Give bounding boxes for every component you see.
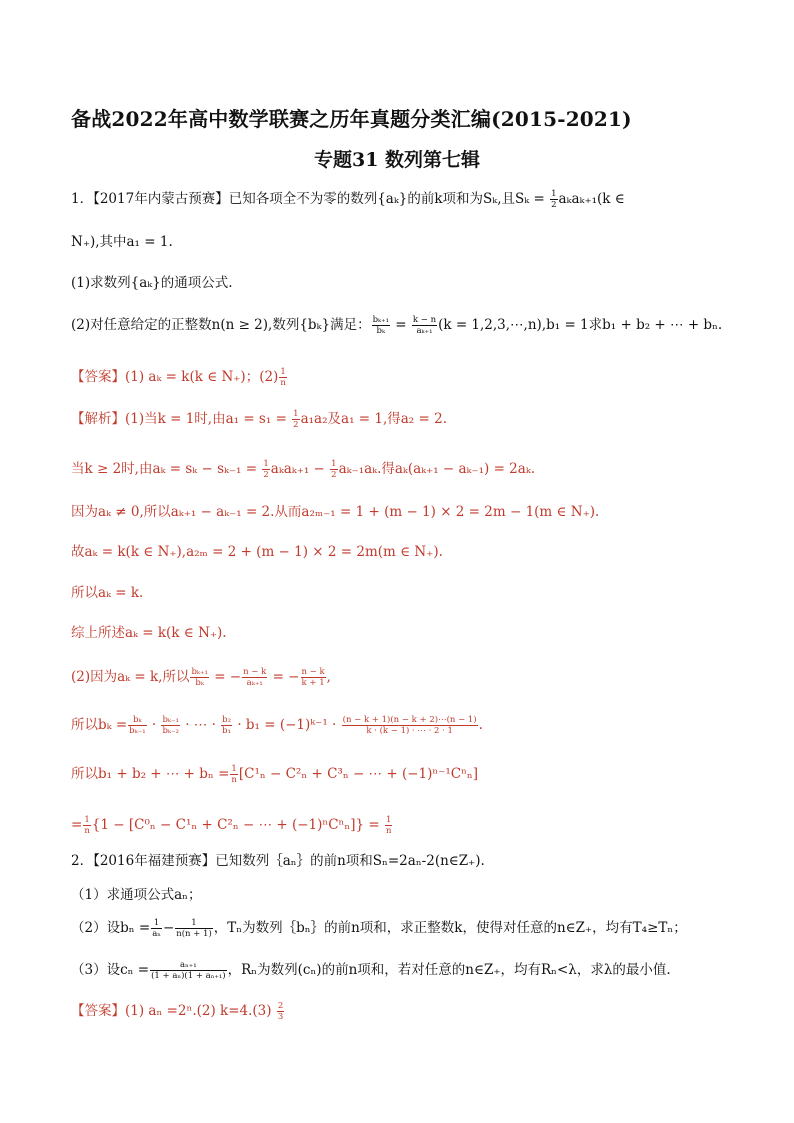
p1-stem-line1 [71,189,625,210]
fraction-b-ratio-3: $\frac{\text{b₂}}{\text{b₁}}$ [222,715,232,736]
p1-answer-tag: 【答案】 [71,369,125,385]
p2-q3-text: （3）设cₙ = [71,962,150,978]
p2-answer-tag: 【答案】 [71,1003,125,1019]
fraction-1-over-n: $\frac{1}{n}$ [84,815,90,836]
p1-analysis-10 [71,815,393,836]
p2-stem-text: 已知数列｛aₙ｝的前n项和Sₙ=2aₙ-2(n∈Z₊). [215,853,485,869]
fraction-one-half: $\frac{1}{2}$ [551,189,557,210]
p2-answer-text: (1) aₙ =2ⁿ.(2) k=4.(3) [125,1003,272,1019]
p1-analysis-text: (1)当k = 1时,由a₁ = s₁ = [125,411,287,427]
fraction-1-over-an: $\frac{1}{\text{aₙ}}$ [152,918,161,939]
document-subtitle: 专题31 数列第七辑 [313,149,481,171]
p1-a9-text: 所以b₁ + b₂ + ⋯ + bₙ = [71,766,230,782]
fraction-1-over-n: $\frac{1}{n}$ [280,367,286,388]
p1-a9-text-b: [C¹ₙ − C²ₙ + C³ₙ − ⋯ + (−1)ⁿ⁻¹Cⁿₙ] [238,766,479,782]
p1-analysis-2 [71,459,535,480]
fraction-b-ratio-1: $\frac{\text{bₖ}}{\text{bₖ₋₁}}$ [129,715,146,736]
p1-a2-text-b: aₖaₖ₊₁ − [270,461,325,477]
p1-a2-text: 当k ≥ 2时,由aₖ = sₖ − sₖ₋₁ = [71,461,258,477]
p2-q2-text: （2）设bₙ = [71,920,151,936]
fraction-bk: $\frac{\text{bₖ₊₁}}{\text{bₖ}}$ [191,667,208,688]
fraction-cn: $\frac{\text{aₙ₊₁}}{\text{(1 + aₙ)(1 + aₙ₊₁)}}$ [151,960,226,981]
p1-answer-text: (1) aₖ = k(k ∈ N₊)；(2) [125,369,279,385]
fraction-one-half: $\frac{1}{2}$ [293,409,299,430]
fraction-two-thirds: $\frac{2}{3}$ [277,1001,284,1022]
p1-analysis-5: 所以aₖ = k. [71,585,144,601]
p2-q2-text-c: ，Tₙ为数列｛bₙ｝的前n项和，求正整数k，使得对任意的n∈Z₊，均有T₄≥Tₙ； [213,920,687,936]
p1-analysis-text-b: a₁a₂及a₁ = 1,得a₂ = 2. [300,411,447,427]
fraction-b-ratio-2: $\frac{\text{bₖ₋₁}}{\text{bₖ₋₂}}$ [162,715,179,736]
p1-analysis-9 [71,764,478,785]
p1-q2-text: (2)对任意给定的正整数n(n ≥ 2),数列{bₖ}满足： [71,317,371,333]
fraction-one-half: $\frac{1}{2}$ [331,459,337,480]
p1-a10-eq: = [71,817,83,833]
p1-q2-text-b: (k = 1,2,3,⋯,n),b₁ = 1求b₁ + b₂ + ⋯ + bₙ. [438,317,723,333]
fraction-product: $\frac{(n - k + 1)(n - k + 2)\cdots(n - 1)}{k \cdot (k - 1) \cdot \cdots \cdot 2 \cdot 1}$ [342,715,477,736]
fraction-one-half: $\frac{1}{2}$ [263,459,269,480]
p1-a8-text-b: = (−1)ᵏ⁻¹ · [264,717,337,733]
p1-a8-text: 所以bₖ = [71,717,128,733]
fraction-1-over-nn1: $\frac{1}{n(n + 1)}$ [176,918,212,939]
fraction-n-minus-k-k: $\frac{n - k}{k + 1}$ [301,667,325,688]
p2-stem [71,851,485,871]
p2-q3-text-b: ，Rₙ为数列(cₙ)的前n项和，若对任意的n∈Z₊，均有Rₙ<λ，求λ的最小值. [227,962,671,978]
fraction-k-minus-n: $\frac{k - n}{\text{aₖ₊₁}}$ [412,315,437,336]
fraction-1-over-n: $\frac{1}{n}$ [386,815,392,836]
p1-a7-text: (2)因为aₖ = k,所以 [71,669,190,685]
p2-number: 2． [71,853,94,869]
p2-question-3 [71,960,671,981]
p1-analysis-8: 所以bₖ = $\frac{\text{bₖ}}{\text{bₖ₋₁}}$ · $\frac{\text{bₖ₋₁}}{\text{bₖ₋₂}}$ · ⋯ · $\frac{\text{b₂}}{\text{b₁}}$ · b₁ = (−1)ᵏ⁻¹ · $\frac{(n - k + 1)(n - k + 2)\cdots(n - 1)}{k \cdot (k - 1) \cdot \cdots \cdot 2 \cdot 1}$ . [71,715,483,736]
p2-q2-minus: − [162,920,175,936]
p1-question-2: (2)对任意给定的正整数n(n ≥ 2),数列{bₖ}满足： $\frac{\text{bₖ₊₁}}{\text{bₖ}}$ = $\frac{k - n}{\text{aₖ₊₁}}$ (k = 1,2,3,⋯,n),b₁ = 1求b₁ + b₂ + ⋯ + bₙ. [71,315,723,336]
p1-a10-text: {1 − [C⁰ₙ − C¹ₙ + C²ₙ − ⋯ + (−1)ⁿCⁿₙ]} = [91,817,380,833]
p2-source-tag: 【2016年福建预赛】 [93,853,216,869]
p1-source-tag: 【2017年内蒙古预赛】 [93,191,229,207]
p1-stem-line2: N₊),其中a₁ = 1. [71,234,173,250]
p2-answer [71,1001,285,1022]
document-title: 备战2022年高中数学联赛之历年真题分类汇编(2015-2021) [71,107,632,131]
p1-analysis-7: (2)因为aₖ = k,所以 $\frac{\text{bₖ₊₁}}{\text{bₖ}}$ = − $\frac{n - k}{\text{aₖ₊₁}}$ = − $\frac{n - k}{k + 1}$ , [71,667,331,688]
p1-answer [71,367,288,388]
p1-stem-text: 已知各项全不为零的数列{aₖ}的前k项和为Sₖ,且Sₖ = [228,191,545,207]
p1-number: 1． [71,191,94,207]
p1-analysis-3: 因为aₖ ≠ 0,所以aₖ₊₁ − aₖ₋₁ = 2.从而a₂ₘ₋₁ = 1 + (m − 1) × 2 = 2m − 1(m ∈ N₊). [71,504,600,520]
fraction-1-over-n: $\frac{1}{n}$ [231,764,237,785]
fraction-n-minus-k-a: $\frac{n - k}{\text{aₖ₊₁}}$ [243,667,267,688]
p1-analysis-1 [71,409,447,430]
p2-question-2 [71,918,687,939]
p1-analysis-tag: 【解析】 [71,411,125,427]
p1-stem-text-b: aₖaₖ₊₁(k ∈ [558,191,625,207]
p1-analysis-6: 综上所述aₖ = k(k ∈ N₊). [71,625,227,641]
fraction-bk: $\frac{\text{bₖ₊₁}}{\text{bₖ}}$ [372,315,390,336]
p2-question-1: （1）求通项公式aₙ； [71,887,202,903]
p1-analysis-4: 故aₖ = k(k ∈ N₊),a₂ₘ = 2 + (m − 1) × 2 = 2m(m ∈ N₊). [71,544,443,560]
p1-question-1: (1)求数列{aₖ}的通项公式. [71,275,233,291]
p1-a2-text-c: aₖ₋₁aₖ.得aₖ(aₖ₊₁ − aₖ₋₁) = 2aₖ. [338,461,536,477]
